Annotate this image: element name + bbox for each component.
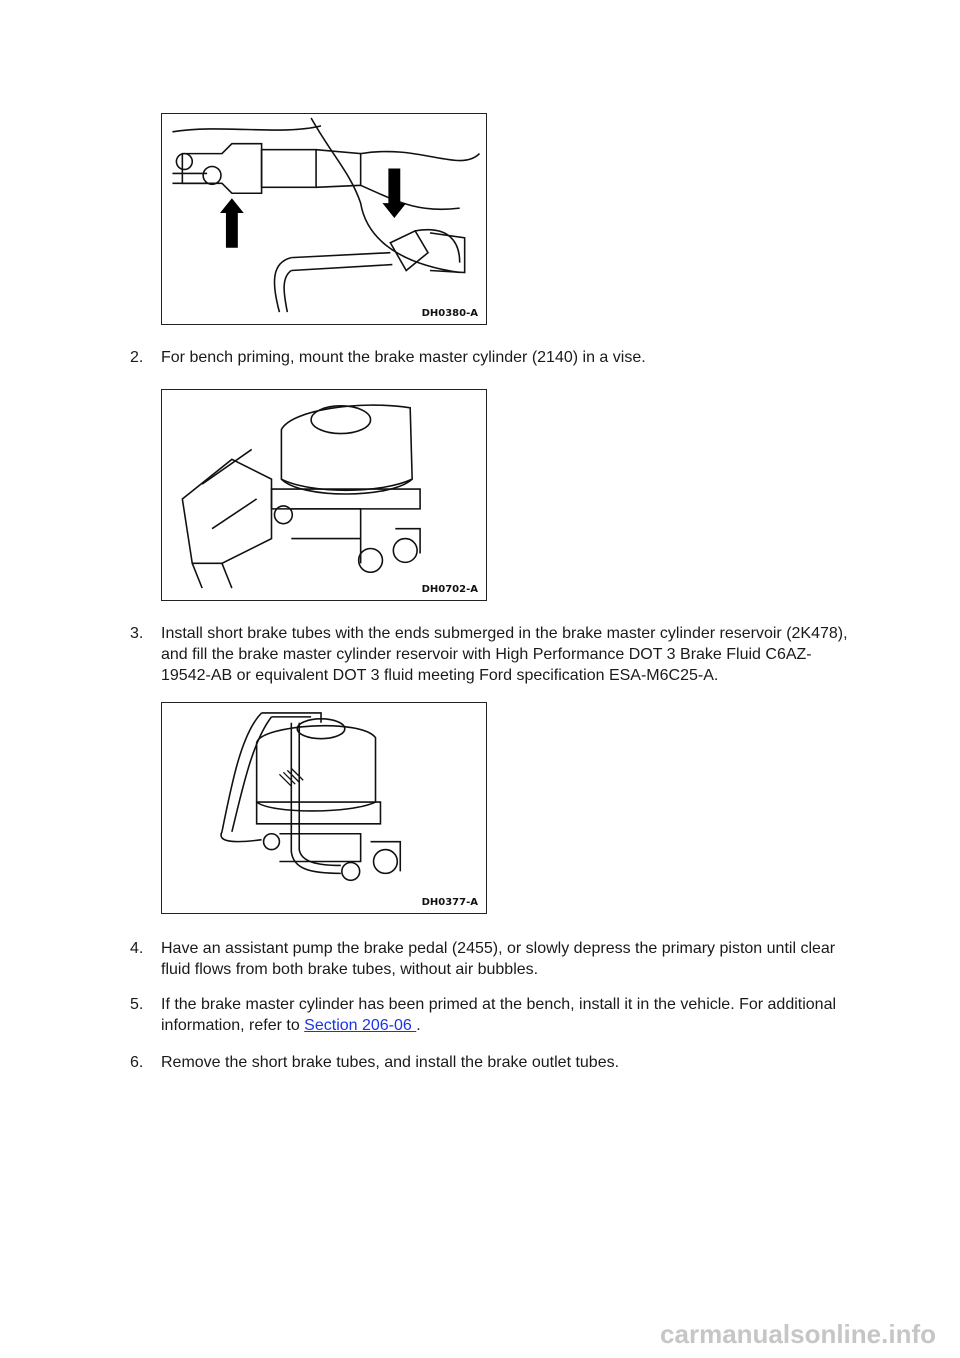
- step-number: 6.: [130, 1054, 144, 1071]
- figure-short-brake-tubes: [161, 702, 487, 914]
- section-206-06-link[interactable]: Section 206-06: [304, 1017, 417, 1034]
- figure-brake-line-fittings: [161, 113, 487, 325]
- short-brake-tubes-illustration: [162, 703, 486, 913]
- step-number: 4.: [130, 940, 144, 957]
- step-2: [130, 347, 860, 368]
- step-text-before: If the brake master cylinder has been primed at the bench, install it in the vehicle. For additional information, refer to: [161, 996, 837, 1034]
- figure-master-cylinder-vise: [161, 389, 487, 601]
- brake-line-fittings-illustration: [162, 114, 486, 324]
- step-text-after: .: [416, 1017, 421, 1034]
- step-text: Remove the short brake tubes, and install the brake outlet tubes.: [161, 1054, 620, 1071]
- figure-code: DH0380-A: [421, 308, 478, 319]
- step-text: For bench priming, mount the brake master cylinder (2140) in a vise.: [161, 349, 646, 366]
- figure-code: DH0377-A: [421, 897, 478, 908]
- watermark: carmanualsonline.info: [660, 1319, 936, 1349]
- master-cylinder-vise-illustration: [162, 390, 486, 600]
- step-text: Have an assistant pump the brake pedal (2455), or slowly depress the primary piston until clear fluid flows from both brake tubes, without air bubbles.: [161, 940, 836, 978]
- step-5: [130, 994, 860, 1036]
- step-3: [130, 623, 860, 686]
- step-text: [161, 994, 860, 1036]
- step-number: 5.: [130, 996, 144, 1013]
- figure-code: DH0702-A: [421, 584, 478, 595]
- step-text: Install short brake tubes with the ends submerged in the brake master cylinder reservoir (2K478), and fill the brake master cylinder reservoir with High Performance DOT 3 Brake Fluid C6AZ-19542-AB or equivalent DOT 3 fluid meeting Ford specification ESA-M6C25-A.: [161, 625, 848, 684]
- step-4: [130, 938, 860, 980]
- step-number: 2.: [130, 349, 144, 366]
- step-6: [130, 1052, 860, 1073]
- step-number: 3.: [130, 625, 144, 642]
